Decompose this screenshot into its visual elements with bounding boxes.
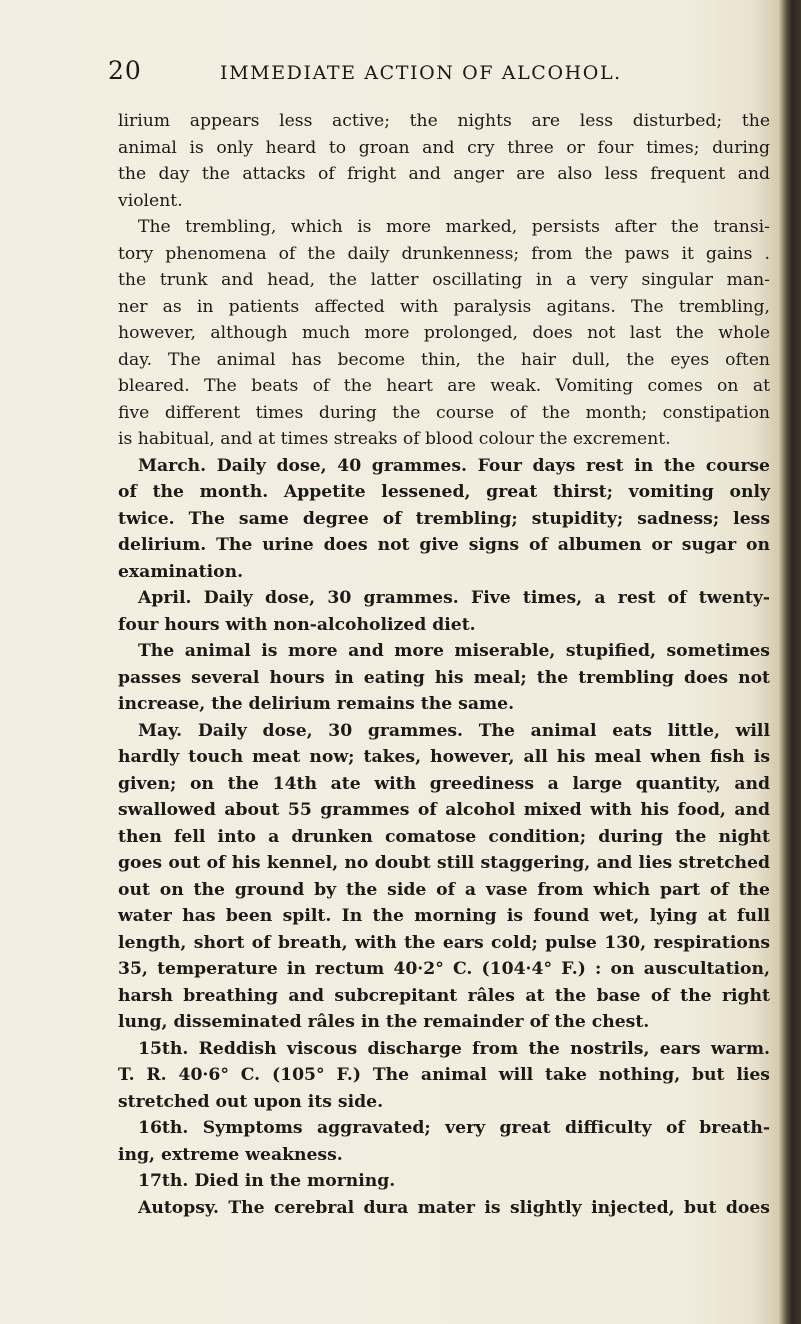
text-line: five different times during the course of the month; constipation xyxy=(118,402,770,423)
page-number: 20 xyxy=(108,56,142,85)
text-line: 35, temperature in rectum 40·2° C. (104·4° F.) : on auscultation, xyxy=(118,959,770,979)
running-title: IMMEDIATE ACTION OF ALCOHOL. xyxy=(220,62,622,84)
text-line: examination. xyxy=(118,561,244,582)
text-line: out on the ground by the side of a vase from which part of the xyxy=(118,879,770,900)
text-line: water has been spilt. In the morning is found wet, lying at full xyxy=(118,906,770,926)
text-line: 16th. Symptoms aggravated; very great difficulty of breath- xyxy=(138,1118,770,1138)
text-line: Autopsy. The cerebral dura mater is slightly injected, but does xyxy=(138,1197,770,1218)
text-line: the trunk and head, the latter oscillating in a very singular man- xyxy=(118,270,770,290)
text-line: animal is only heard to groan and cry three or four times; during xyxy=(118,137,770,158)
text-line: ner as in patients affected with paralysis agitans. The trembling, xyxy=(118,296,770,317)
text-line: ing, extreme weakness. xyxy=(118,1144,343,1165)
text-line: March. Daily dose, 40 grammes. Four days rest in the course xyxy=(138,455,770,476)
text-line: length, short of breath, with the ears cold; pulse 130, respirations xyxy=(118,932,770,953)
text-line: given; on the 14th ate with greediness a large quantity, and xyxy=(118,773,770,794)
text-line: goes out of his kennel, no doubt still staggering, and lies stretched xyxy=(118,853,770,873)
text-line: 17th. Died in the morning. xyxy=(138,1171,396,1191)
text-line: bleared. The beats of the heart are weak. Vomiting comes on at xyxy=(118,376,770,396)
text-line: swallowed about 55 grammes of alcohol mixed with his food, and xyxy=(118,800,770,820)
text-line: tory phenomena of the daily drunkenness; from the paws it gains . xyxy=(118,243,770,264)
text-line: The trembling, which is more marked, persists after the transi- xyxy=(138,217,770,237)
text-line: increase, the delirium remains the same. xyxy=(118,694,515,714)
body-text xyxy=(118,108,770,1221)
text-line: The animal is more and more miserable, stupified, sometimes xyxy=(138,641,770,661)
text-line: twice. The same degree of trembling; stupidity; sadness; less xyxy=(118,508,770,529)
text-line: April. Daily dose, 30 grammes. Five times, a rest of twenty- xyxy=(138,588,770,608)
text-line: four hours with non-alcoholized diet. xyxy=(118,614,476,635)
text-line: is habitual, and at times streaks of blood colour the excrement. xyxy=(118,429,671,449)
text-line: harsh breathing and subcrepitant râles at the base of the right xyxy=(118,985,770,1006)
text-line: delirium. The urine does not give signs of albumen or sugar on xyxy=(118,535,770,555)
text-line: hardly touch meat now; takes, however, all his meal when fish is xyxy=(118,747,770,767)
text-line: stretched out upon its side. xyxy=(118,1091,384,1112)
text-line: then fell into a drunken comatose condition; during the night xyxy=(118,826,770,847)
text-line: the day the attacks of fright and anger are also less frequent and xyxy=(118,164,770,184)
text-line: lung, disseminated râles in the remainder of the chest. xyxy=(118,1012,650,1032)
text-line: violent. xyxy=(118,190,183,211)
text-line: of the month. Appetite lessened, great thirst; vomiting only xyxy=(118,482,770,502)
text-line: 15th. Reddish viscous discharge from the nostrils, ears warm. xyxy=(138,1038,770,1059)
text-line: lirium appears less active; the nights are less disturbed; the xyxy=(118,111,770,131)
text-line: May. Daily dose, 30 grammes. The animal eats little, will xyxy=(138,720,770,741)
text-line: T. R. 40·6° C. (105° F.) The animal will take nothing, but lies xyxy=(118,1065,770,1085)
text-line: passes several hours in eating his meal; the trembling does not xyxy=(118,667,770,688)
text-line: day. The animal has become thin, the hair dull, the eyes often xyxy=(118,349,770,370)
text-line: however, although much more prolonged, does not last the whole xyxy=(118,323,770,343)
page-edge-shadow xyxy=(779,0,801,1324)
